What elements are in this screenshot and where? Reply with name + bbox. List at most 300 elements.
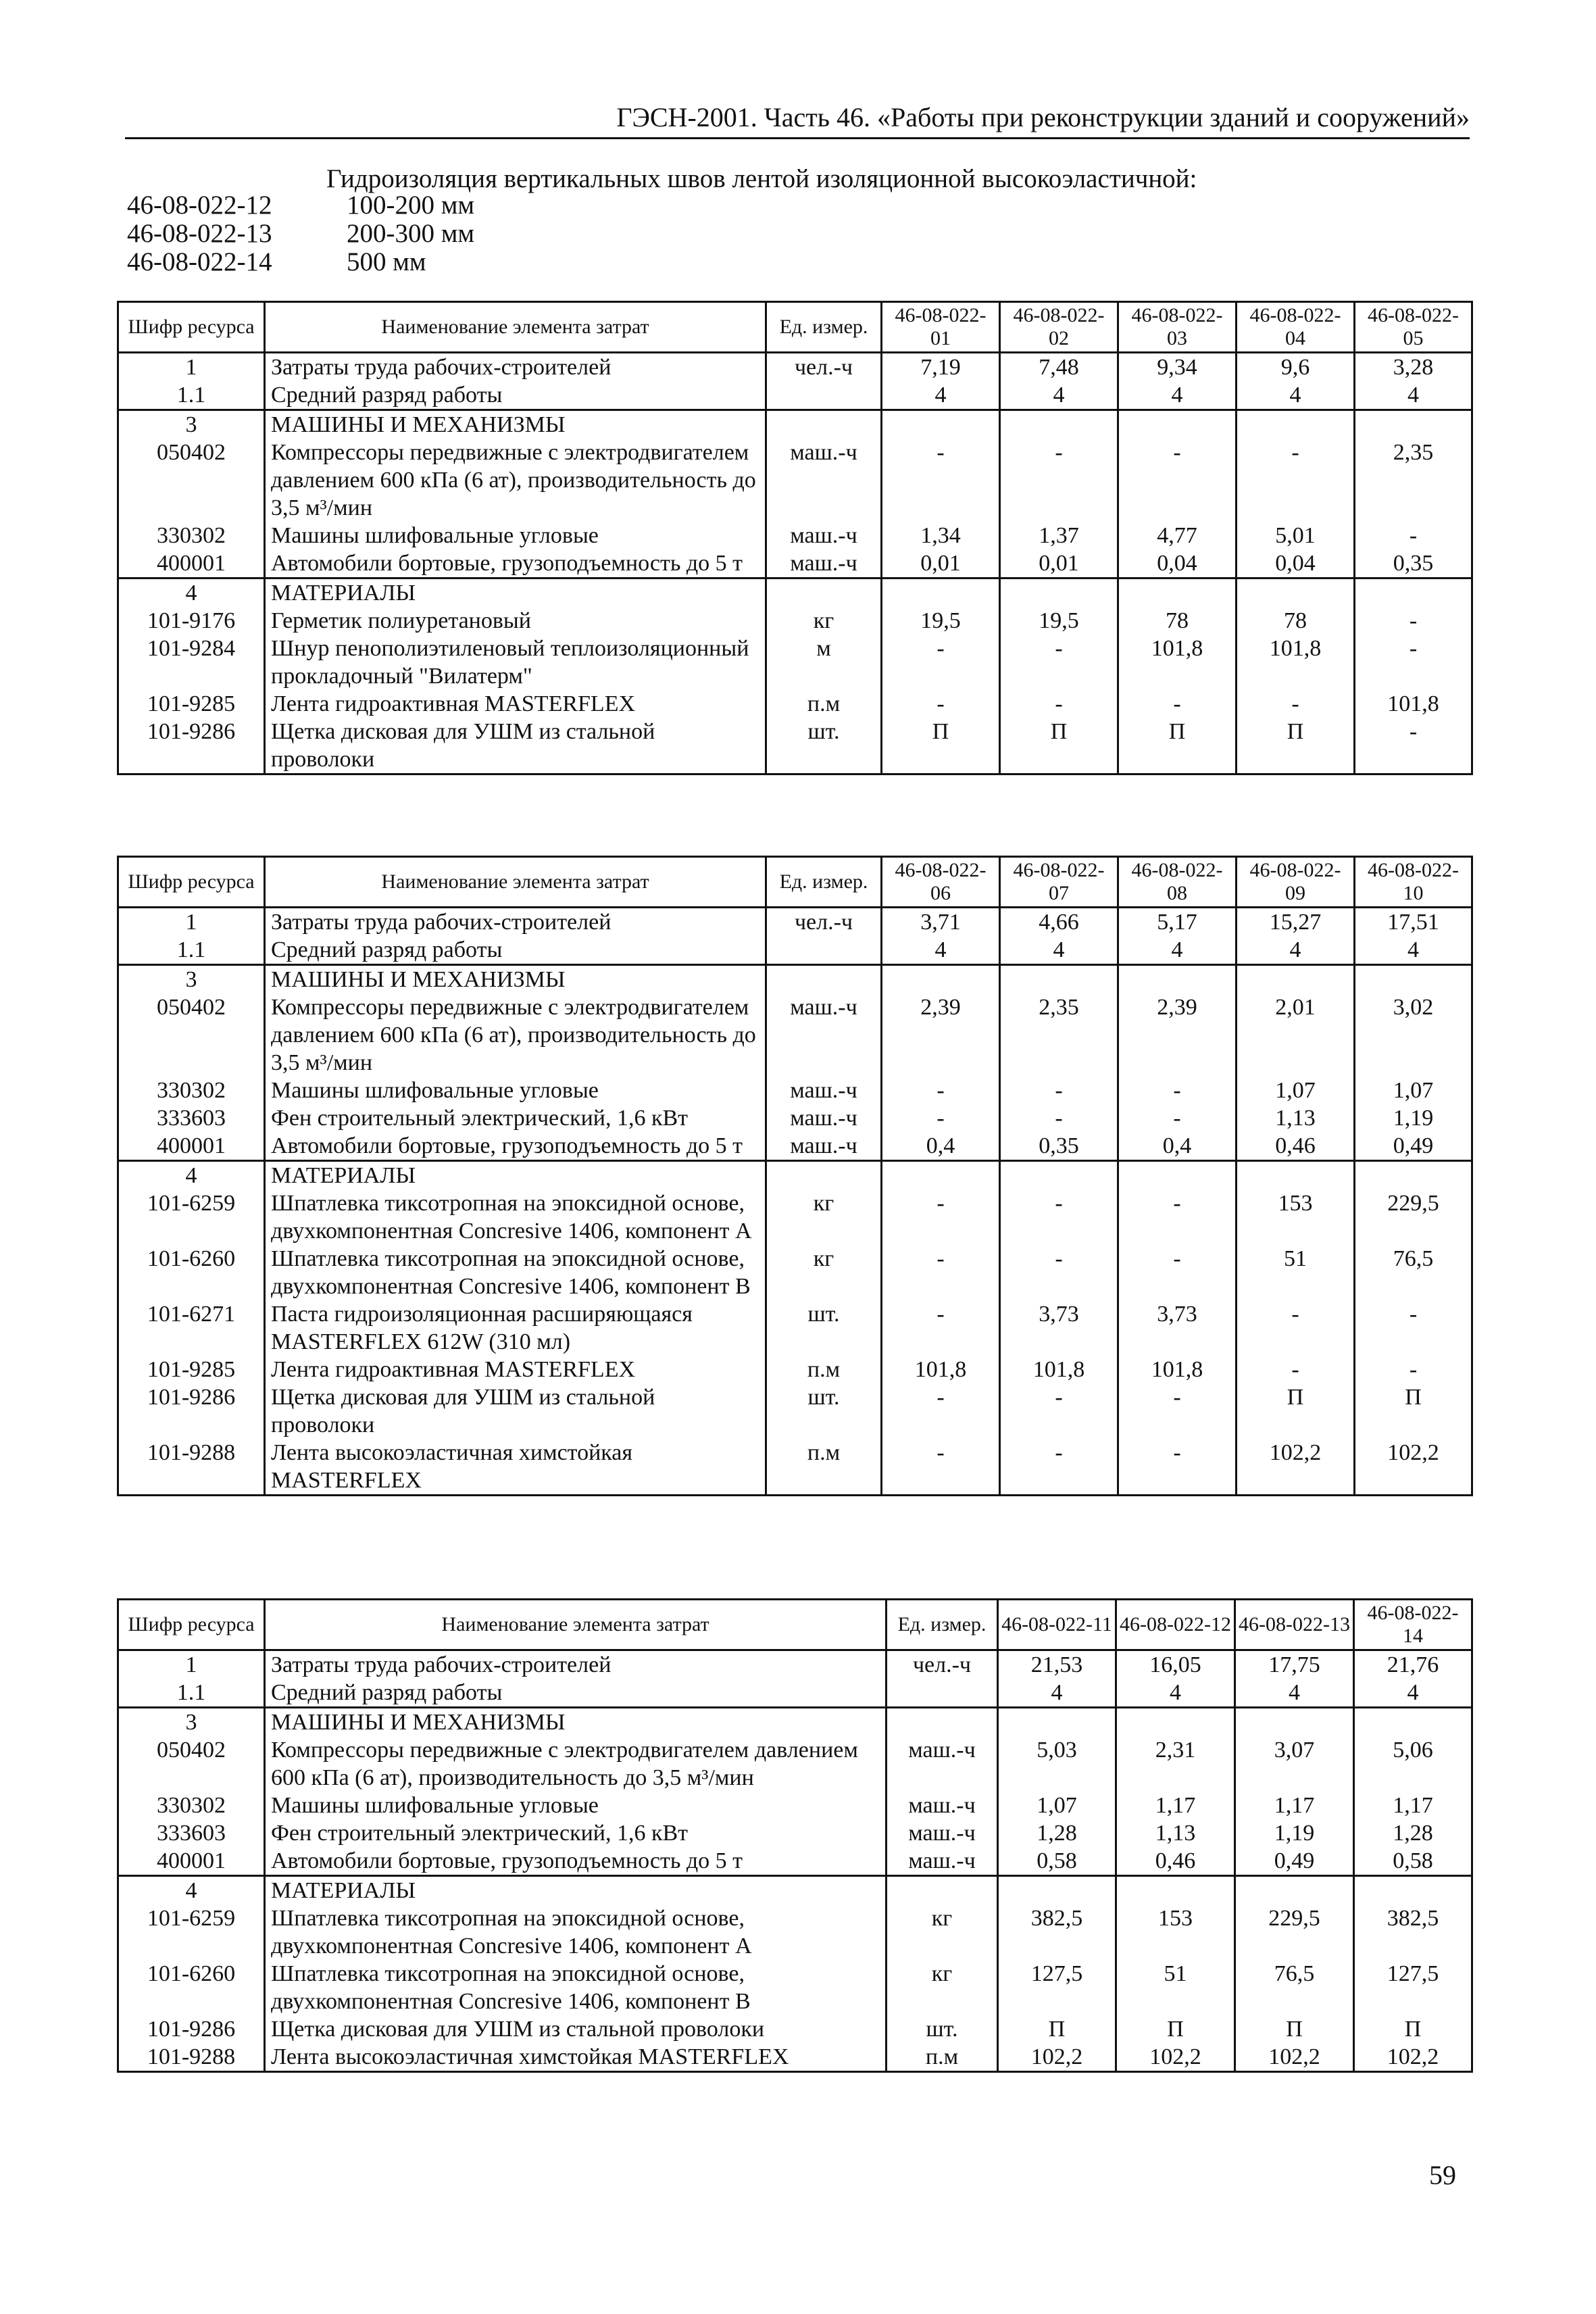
norm-code-item: [127, 191, 474, 220]
value-cell: -: [882, 1383, 1000, 1439]
unit-cell: чел.-ч: [766, 353, 882, 382]
value-cell: -: [1355, 522, 1472, 549]
value-cell: 4: [1355, 381, 1472, 410]
unit-cell: [887, 1708, 998, 1737]
table-row: [118, 353, 1472, 382]
norm-code-desc: 500 мм: [347, 247, 426, 276]
value-cell: П: [1235, 2015, 1354, 2043]
norm-code-item: [127, 248, 474, 276]
value-cell: [1237, 965, 1355, 994]
value-cell: [882, 578, 1000, 608]
resource-code: 3: [118, 1708, 265, 1737]
value-cell: 0,49: [1355, 1132, 1472, 1161]
cost-element-name: Средний разряд работы: [265, 381, 766, 410]
cost-element-name: Лента гидроактивная MASTERFLEX: [265, 690, 766, 718]
table-row: [118, 1104, 1472, 1132]
value-cell: 4: [1118, 936, 1237, 965]
value-cell: П: [1237, 718, 1355, 774]
cost-element-name: Машины шлифовальные угловые: [265, 1077, 766, 1104]
value-cell: -: [882, 1300, 1000, 1356]
value-cell: 1,13: [1237, 1104, 1355, 1132]
cost-element-name: Шпатлевка тиксотропная на эпоксидной основе, двухкомпонентная Concresive 1406, компонент B: [265, 1960, 887, 2015]
header-resource-code: Шифр ресурса: [118, 302, 265, 353]
section-row: [118, 578, 1472, 608]
value-cell: 4: [1237, 936, 1355, 965]
unit-cell: [766, 1161, 882, 1190]
value-cell: 2,39: [1118, 993, 1237, 1077]
resource-code: 050402: [118, 993, 265, 1077]
value-cell: 1,34: [882, 522, 1000, 549]
cost-element-name: Затраты труда рабочих-строителей: [265, 353, 766, 382]
value-cell: 0,58: [1354, 1847, 1472, 1876]
table-row: [118, 690, 1472, 718]
unit-cell: м: [766, 635, 882, 690]
value-cell: -: [1000, 439, 1118, 522]
section-row: [118, 1876, 1472, 1905]
unit-cell: шт.: [766, 1300, 882, 1356]
unit-cell: [766, 936, 882, 965]
table-row: [118, 1650, 1472, 1679]
value-cell: [1000, 1161, 1118, 1190]
unit-cell: п.м: [766, 1356, 882, 1383]
value-cell: 0,35: [1000, 1132, 1118, 1161]
value-cell: П: [998, 2015, 1116, 2043]
value-cell: -: [1118, 439, 1237, 522]
value-cell: 76,5: [1355, 1245, 1472, 1300]
value-cell: 4,77: [1118, 522, 1237, 549]
unit-cell: маш.-ч: [766, 1132, 882, 1161]
value-cell: 4: [1235, 1679, 1354, 1708]
value-cell: 4: [1116, 1679, 1235, 1708]
resource-code: 1.1: [118, 381, 265, 410]
cost-element-name: Шнур пенополиэтиленовый теплоизоляционный прокладочный "Вилатерм": [265, 635, 766, 690]
value-cell: 4: [1237, 381, 1355, 410]
value-cell: 4: [882, 936, 1000, 965]
value-cell: 1,17: [1354, 1792, 1472, 1819]
value-cell: 0,58: [998, 1847, 1116, 1876]
value-cell: -: [1000, 1189, 1118, 1245]
value-cell: 0,01: [1000, 549, 1118, 578]
resource-code: 1: [118, 908, 265, 937]
value-cell: 1,07: [1237, 1077, 1355, 1104]
table-header-row: [118, 857, 1472, 908]
table-row: [118, 1439, 1472, 1496]
header-unit: Ед. измер.: [766, 857, 882, 908]
unit-cell: [766, 578, 882, 608]
value-cell: 2,01: [1237, 993, 1355, 1077]
value-cell: 17,75: [1235, 1650, 1354, 1679]
section-row: [118, 410, 1472, 439]
unit-cell: маш.-ч: [887, 1792, 998, 1819]
value-cell: П: [1116, 2015, 1235, 2043]
value-cell: 51: [1237, 1245, 1355, 1300]
table-row: [118, 1077, 1472, 1104]
resource-code: 101-9285: [118, 1356, 265, 1383]
value-cell: -: [1118, 1383, 1237, 1439]
cost-element-name: Машины шлифовальные угловые: [265, 522, 766, 549]
value-cell: 0,46: [1237, 1132, 1355, 1161]
unit-cell: маш.-ч: [766, 522, 882, 549]
section-heading: МАШИНЫ И МЕХАНИЗМЫ: [265, 410, 766, 439]
value-cell: 3,73: [1000, 1300, 1118, 1356]
value-cell: [1118, 578, 1237, 608]
value-cell: П: [1237, 1383, 1355, 1439]
resource-code: 101-6260: [118, 1960, 265, 2015]
unit-cell: маш.-ч: [887, 1736, 998, 1792]
cost-element-name: Затраты труда рабочих-строителей: [265, 1650, 887, 1679]
value-cell: 51: [1116, 1960, 1235, 2015]
table-header-row: [118, 1600, 1472, 1650]
norm-code-desc: 100-200 мм: [347, 191, 475, 220]
value-cell: 4,66: [1000, 908, 1118, 937]
value-cell: 3,71: [882, 908, 1000, 937]
value-cell: 0,04: [1118, 549, 1237, 578]
section-heading: МАШИНЫ И МЕХАНИЗМЫ: [265, 965, 766, 994]
value-cell: -: [1355, 1300, 1472, 1356]
value-cell: 2,39: [882, 993, 1000, 1077]
value-cell: 15,27: [1237, 908, 1355, 937]
value-cell: 102,2: [1354, 2043, 1472, 2072]
table-row: [118, 607, 1472, 635]
value-cell: 102,2: [998, 2043, 1116, 2072]
resource-code: 3: [118, 965, 265, 994]
unit-cell: шт.: [766, 718, 882, 774]
resource-code: 101-6259: [118, 1189, 265, 1245]
resource-code: 101-6259: [118, 1904, 265, 1960]
header-norm-code: 46-08-022-03: [1118, 302, 1237, 353]
value-cell: 1,17: [1116, 1792, 1235, 1819]
unit-cell: [887, 1679, 998, 1708]
cost-element-name: Средний разряд работы: [265, 1679, 887, 1708]
value-cell: -: [1237, 1300, 1355, 1356]
value-cell: 3,07: [1235, 1736, 1354, 1792]
cost-element-name: Шпатлевка тиксотропная на эпоксидной основе, двухкомпонентная Concresive 1406, компонент A: [265, 1904, 887, 1960]
cost-element-name: Лента высокоэластичная химстойкая MASTERFLEX: [265, 2043, 887, 2072]
value-cell: 16,05: [1116, 1650, 1235, 1679]
value-cell: 1,28: [1354, 1819, 1472, 1847]
norm-code-list: [127, 191, 474, 276]
value-cell: [1116, 1876, 1235, 1905]
unit-cell: шт.: [766, 1383, 882, 1439]
header-norm-code: 46-08-022-08: [1118, 857, 1237, 908]
value-cell: 3,28: [1355, 353, 1472, 382]
value-cell: [1000, 578, 1118, 608]
cost-element-name: Автомобили бортовые, грузоподъемность до 5 т: [265, 549, 766, 578]
value-cell: 19,5: [1000, 607, 1118, 635]
section-heading: МАТЕРИАЛЫ: [265, 578, 766, 608]
cost-element-name: Компрессоры передвижные с электродвигателем давлением 600 кПа (6 ат), производительность до 3,5 м³/мин: [265, 993, 766, 1077]
table-row: [118, 1679, 1472, 1708]
value-cell: 1,19: [1235, 1819, 1354, 1847]
value-cell: П: [1118, 718, 1237, 774]
header-norm-code: 46-08-022-01: [882, 302, 1000, 353]
unit-cell: чел.-ч: [766, 908, 882, 937]
cost-element-name: Герметик полиуретановый: [265, 607, 766, 635]
unit-cell: кг: [766, 607, 882, 635]
value-cell: 1,37: [1000, 522, 1118, 549]
norm-table-1: [117, 301, 1473, 775]
value-cell: 5,06: [1354, 1736, 1472, 1792]
resource-code: 400001: [118, 549, 265, 578]
resource-code: 1: [118, 353, 265, 382]
value-cell: [1354, 1708, 1472, 1737]
value-cell: -: [1000, 1383, 1118, 1439]
table-row: [118, 908, 1472, 937]
value-cell: 1,28: [998, 1819, 1116, 1847]
cost-element-name: Фен строительный электрический, 1,6 кВт: [265, 1819, 887, 1847]
table-row: [118, 1736, 1472, 1792]
table-row: [118, 1189, 1472, 1245]
resource-code: 101-9284: [118, 635, 265, 690]
resource-code: 101-9288: [118, 1439, 265, 1496]
norm-code: 46-08-022-13: [127, 219, 272, 248]
resource-code: 4: [118, 1161, 265, 1190]
value-cell: [882, 1161, 1000, 1190]
value-cell: 101,8: [882, 1356, 1000, 1383]
value-cell: -: [882, 1077, 1000, 1104]
table-row: [118, 1132, 1472, 1161]
unit-cell: маш.-ч: [766, 1077, 882, 1104]
norm-code-item: [127, 220, 474, 248]
value-cell: 2,35: [1355, 439, 1472, 522]
value-cell: 78: [1237, 607, 1355, 635]
value-cell: 101,8: [1000, 1356, 1118, 1383]
value-cell: 5,17: [1118, 908, 1237, 937]
cost-element-name: Шпатлевка тиксотропная на эпоксидной основе, двухкомпонентная Concresive 1406, компонент A: [265, 1189, 766, 1245]
table-row: [118, 635, 1472, 690]
value-cell: 127,5: [998, 1960, 1116, 2015]
header-norm-code: 46-08-022-10: [1355, 857, 1472, 908]
cost-element-name: Лента гидроактивная MASTERFLEX: [265, 1356, 766, 1383]
resource-code: 101-6260: [118, 1245, 265, 1300]
value-cell: [1237, 578, 1355, 608]
value-cell: 9,34: [1118, 353, 1237, 382]
table-row: [118, 1847, 1472, 1876]
value-cell: -: [1118, 1245, 1237, 1300]
table-row: [118, 718, 1472, 774]
value-cell: 1,17: [1235, 1792, 1354, 1819]
norm-code: 46-08-022-12: [127, 191, 272, 220]
value-cell: -: [1118, 1439, 1237, 1496]
value-cell: 1,07: [998, 1792, 1116, 1819]
resource-code: 400001: [118, 1847, 265, 1876]
unit-cell: шт.: [887, 2015, 998, 2043]
value-cell: 101,8: [1237, 635, 1355, 690]
resource-code: 330302: [118, 522, 265, 549]
header-cost-element: Наименование элемента затрат: [265, 857, 766, 908]
resource-code: 101-9285: [118, 690, 265, 718]
resource-code: 333603: [118, 1104, 265, 1132]
value-cell: 5,03: [998, 1736, 1116, 1792]
value-cell: [1355, 410, 1472, 439]
value-cell: -: [882, 439, 1000, 522]
value-cell: -: [1118, 1104, 1237, 1132]
header-norm-code: 46-08-022-07: [1000, 857, 1118, 908]
value-cell: -: [882, 635, 1000, 690]
value-cell: -: [1000, 1077, 1118, 1104]
unit-cell: маш.-ч: [766, 439, 882, 522]
cost-element-name: Средний разряд работы: [265, 936, 766, 965]
cost-element-name: Щетка дисковая для УШМ из стальной проволоки: [265, 1383, 766, 1439]
table-row: [118, 439, 1472, 522]
value-cell: 7,48: [1000, 353, 1118, 382]
value-cell: -: [1237, 690, 1355, 718]
resource-code: 333603: [118, 1819, 265, 1847]
value-cell: 4: [1000, 936, 1118, 965]
value-cell: 7,19: [882, 353, 1000, 382]
section-row: [118, 965, 1472, 994]
resource-code: 101-6271: [118, 1300, 265, 1356]
table-row: [118, 1792, 1472, 1819]
value-cell: 4: [998, 1679, 1116, 1708]
value-cell: 101,8: [1355, 690, 1472, 718]
unit-cell: кг: [887, 1960, 998, 2015]
value-cell: [1354, 1876, 1472, 1905]
value-cell: -: [882, 1189, 1000, 1245]
resource-code: 050402: [118, 1736, 265, 1792]
value-cell: 9,6: [1237, 353, 1355, 382]
value-cell: -: [1355, 718, 1472, 774]
cost-element-name: Затраты труда рабочих-строителей: [265, 908, 766, 937]
value-cell: [998, 1876, 1116, 1905]
value-cell: 382,5: [1354, 1904, 1472, 1960]
unit-cell: кг: [766, 1245, 882, 1300]
header-norm-code: 46-08-022-06: [882, 857, 1000, 908]
section-row: [118, 1161, 1472, 1190]
cost-element-name: Автомобили бортовые, грузоподъемность до 5 т: [265, 1847, 887, 1876]
value-cell: -: [1000, 635, 1118, 690]
value-cell: 102,2: [1237, 1439, 1355, 1496]
header-norm-code: 46-08-022-04: [1237, 302, 1355, 353]
value-cell: 4: [1118, 381, 1237, 410]
resource-code: 330302: [118, 1077, 265, 1104]
value-cell: 101,8: [1118, 1356, 1237, 1383]
norm-table-2: [117, 856, 1473, 1496]
value-cell: 0,4: [882, 1132, 1000, 1161]
value-cell: [1355, 965, 1472, 994]
page-number: 59: [1429, 2160, 1456, 2190]
unit-cell: кг: [766, 1189, 882, 1245]
value-cell: [1116, 1708, 1235, 1737]
value-cell: [1118, 1161, 1237, 1190]
value-cell: -: [1237, 439, 1355, 522]
value-cell: -: [1000, 1439, 1118, 1496]
unit-cell: маш.-ч: [766, 1104, 882, 1132]
header-resource-code: Шифр ресурса: [118, 857, 265, 908]
value-cell: -: [1000, 1245, 1118, 1300]
norm-code-desc: 200-300 мм: [347, 219, 475, 248]
table-row: [118, 2043, 1472, 2072]
table-row: [118, 993, 1472, 1077]
value-cell: 17,51: [1355, 908, 1472, 937]
value-cell: 2,35: [1000, 993, 1118, 1077]
resource-code: 330302: [118, 1792, 265, 1819]
value-cell: -: [882, 1245, 1000, 1300]
resource-code: 3: [118, 410, 265, 439]
header-norm-code: 46-08-022-02: [1000, 302, 1118, 353]
cost-element-name: Щетка дисковая для УШМ из стальной проволоки: [265, 718, 766, 774]
table-row: [118, 1300, 1472, 1356]
header-norm-code: 46-08-022-13: [1235, 1600, 1354, 1650]
resource-code: 101-9286: [118, 2015, 265, 2043]
running-header: ГЭСН-2001. Часть 46. «Работы при реконструкции зданий и сооружений»: [125, 101, 1470, 139]
resource-code: 4: [118, 1876, 265, 1905]
resource-code: 101-9286: [118, 1383, 265, 1439]
cost-element-name: Паста гидроизоляционная расширяющаяся MASTERFLEX 612W (310 мл): [265, 1300, 766, 1356]
value-cell: 1,07: [1355, 1077, 1472, 1104]
section-row: [118, 1708, 1472, 1737]
value-cell: 0,46: [1116, 1847, 1235, 1876]
value-cell: 153: [1237, 1189, 1355, 1245]
table-row: [118, 1356, 1472, 1383]
value-cell: 102,2: [1235, 2043, 1354, 2072]
value-cell: 0,4: [1118, 1132, 1237, 1161]
resource-code: 4: [118, 578, 265, 608]
header-norm-code: 46-08-022-09: [1237, 857, 1355, 908]
header-norm-code: 46-08-022-14: [1354, 1600, 1472, 1650]
table-row: [118, 936, 1472, 965]
value-cell: П: [1000, 718, 1118, 774]
unit-cell: п.м: [766, 690, 882, 718]
value-cell: 1,19: [1355, 1104, 1472, 1132]
unit-cell: [766, 965, 882, 994]
resource-code: 050402: [118, 439, 265, 522]
value-cell: [1235, 1876, 1354, 1905]
value-cell: -: [882, 1439, 1000, 1496]
value-cell: 21,76: [1354, 1650, 1472, 1679]
value-cell: 76,5: [1235, 1960, 1354, 2015]
value-cell: -: [1237, 1356, 1355, 1383]
value-cell: 4: [1000, 381, 1118, 410]
value-cell: -: [1118, 1077, 1237, 1104]
unit-cell: [766, 381, 882, 410]
header-norm-code: 46-08-022-05: [1355, 302, 1472, 353]
resource-code: 1.1: [118, 936, 265, 965]
header-cost-element: Наименование элемента затрат: [265, 1600, 887, 1650]
table-row: [118, 522, 1472, 549]
value-cell: [1237, 410, 1355, 439]
value-cell: 5,01: [1237, 522, 1355, 549]
value-cell: П: [1355, 1383, 1472, 1439]
value-cell: 382,5: [998, 1904, 1116, 1960]
unit-cell: маш.-ч: [887, 1819, 998, 1847]
table-row: [118, 549, 1472, 578]
value-cell: 0,01: [882, 549, 1000, 578]
value-cell: -: [882, 1104, 1000, 1132]
unit-cell: [887, 1876, 998, 1905]
value-cell: 21,53: [998, 1650, 1116, 1679]
table-row: [118, 1383, 1472, 1439]
header-norm-code: 46-08-022-11: [998, 1600, 1116, 1650]
value-cell: [998, 1708, 1116, 1737]
value-cell: 2,31: [1116, 1736, 1235, 1792]
section-heading: МАТЕРИАЛЫ: [265, 1161, 766, 1190]
value-cell: -: [1355, 607, 1472, 635]
value-cell: [1355, 578, 1472, 608]
value-cell: -: [1118, 690, 1237, 718]
unit-cell: маш.-ч: [766, 993, 882, 1077]
table-row: [118, 1819, 1472, 1847]
unit-cell: п.м: [887, 2043, 998, 2072]
value-cell: 3,02: [1355, 993, 1472, 1077]
cost-element-name: Щетка дисковая для УШМ из стальной проволоки: [265, 2015, 887, 2043]
table-row: [118, 1904, 1472, 1960]
cost-element-name: Фен строительный электрический, 1,6 кВт: [265, 1104, 766, 1132]
header-unit: Ед. измер.: [887, 1600, 998, 1650]
value-cell: 102,2: [1116, 2043, 1235, 2072]
value-cell: 4: [1354, 1679, 1472, 1708]
value-cell: [1237, 1161, 1355, 1190]
